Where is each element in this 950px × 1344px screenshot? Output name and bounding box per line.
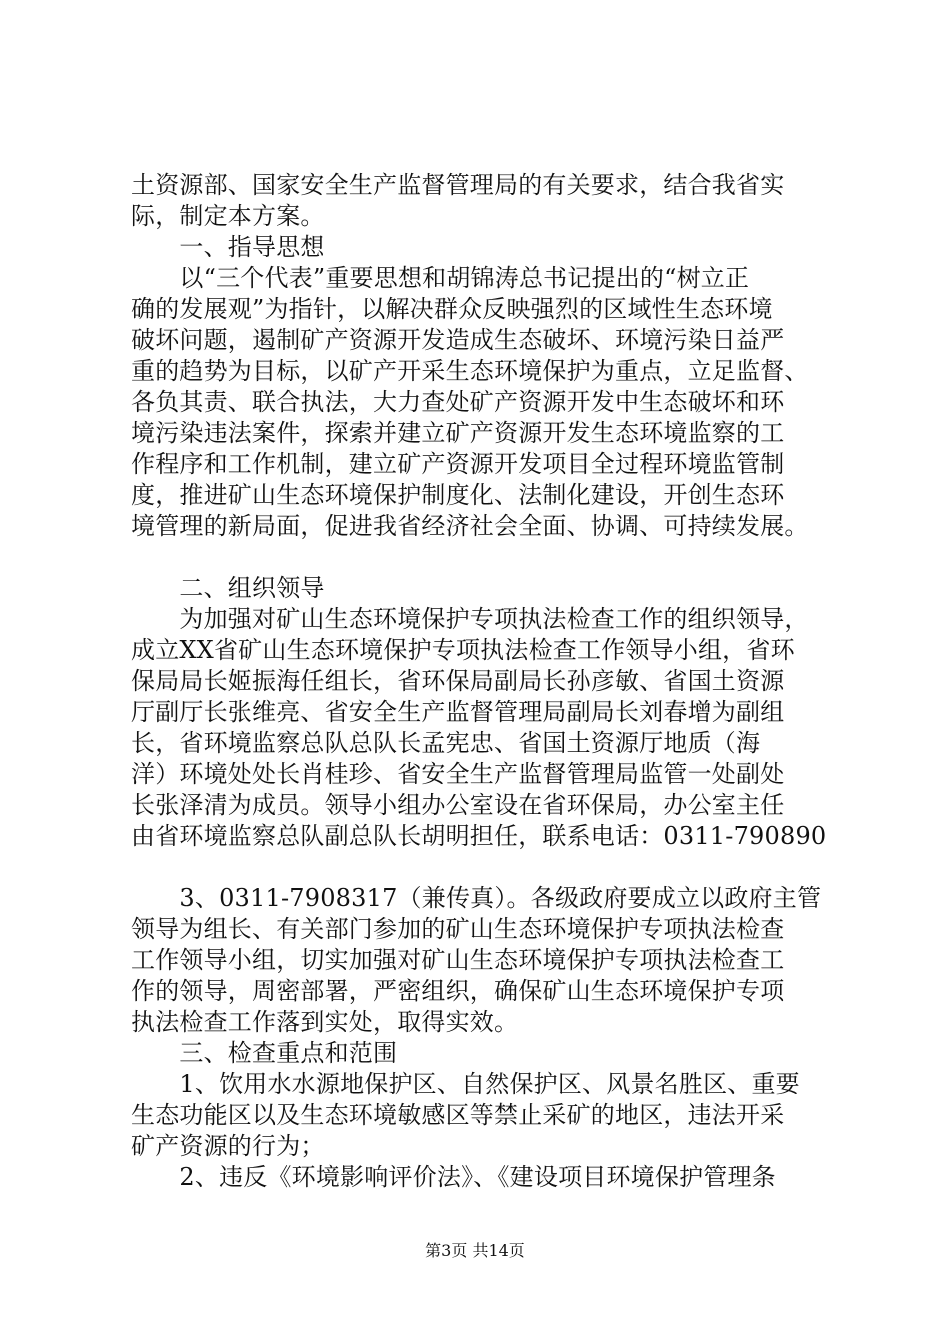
text-line: 成立XX省矿山生态环境保护专项执法检查工作领导小组，省环 (131, 636, 795, 664)
text-line: 2、违反《环境影响评价法》、《建设项目环境保护管理条 (131, 1163, 776, 1191)
text-line: 作的领导，周密部署，严密组织，确保矿山生态环境保护专项 (131, 977, 785, 1005)
text-line: 长，省环境监察总队总队长孟宪忠、省国土资源厅地质（海 (131, 729, 761, 757)
text-line: 破坏问题，遏制矿产资源开发造成生态破坏、环境污染日益严 (131, 326, 785, 354)
text-line: 生态功能区以及生态环境敏感区等禁止采矿的地区，违法开采 (131, 1101, 785, 1129)
text-line: 领导为组长、有关部门参加的矿山生态环境保护专项执法检查 (131, 915, 785, 943)
text-line: 1、饮用水水源地保护区、自然保护区、风景名胜区、重要 (131, 1070, 800, 1098)
text-line: 厅副厅长张维亮、省安全生产监督管理局副局长刘春增为副组 (131, 698, 785, 726)
blank-line (131, 852, 831, 883)
section-heading: 一、指导思想 (131, 233, 325, 261)
text-line: 土资源部、国家安全生产监督管理局的有关要求，结合我省实 (131, 171, 785, 199)
text-line: 为加强对矿山生态环境保护专项执法检查工作的组织领导， (131, 605, 809, 633)
text-line: 度，推进矿山生态环境保护制度化、法制化建设，开创生态环 (131, 481, 785, 509)
text-line: 境管理的新局面，促进我省经济社会全面、协调、可持续发展。 (131, 512, 809, 540)
text-line: 矿产资源的行为； (131, 1132, 325, 1160)
page-footer: 第3页 共14页 (425, 1241, 525, 1260)
text-line: 工作领导小组，切实加强对矿山生态环境保护专项执法检查工 (131, 946, 785, 974)
document-body (131, 170, 831, 1193)
text-line: 保局局长姬振海任组长，省环保局副局长孙彦敏、省国土资源 (131, 667, 785, 695)
text-line: 洋）环境处处长肖桂珍、省安全生产监督管理局监管一处副处 (131, 760, 785, 788)
text-line: 重的趋势为目标，以矿产开采生态环境保护为重点，立足监督、 (131, 357, 809, 385)
section-heading: 二、组织领导 (131, 574, 325, 602)
text-line: 长张泽清为成员。领导小组办公室设在省环保局，办公室主任 (131, 791, 785, 819)
text-line: 3、0311-7908317（兼传真）。各级政府要成立以政府主管 (131, 884, 822, 912)
text-line: 执法检查工作落到实处，取得实效。 (131, 1008, 519, 1036)
blank-line (131, 542, 831, 573)
text-line: 各负其责、联合执法，大力查处矿产资源开发中生态破坏和环 (131, 388, 785, 416)
section-heading: 三、检查重点和范围 (131, 1039, 398, 1067)
text-line: 境污染违法案件，探索并建立矿产资源开发生态环境监察的工 (131, 419, 785, 447)
text-line: 作程序和工作机制，建立矿产资源开发项目全过程环境监管制 (131, 450, 785, 478)
text-line: 际，制定本方案。 (131, 202, 325, 230)
text-line: 由省环境监察总队副总队长胡明担任，联系电话：0311-790890 (131, 822, 827, 850)
text-line: 以“三个代表”重要思想和胡锦涛总书记提出的“树立正 (131, 264, 750, 292)
text-line: 确的发展观”为指针，以解决群众反映强烈的区域性生态环境 (131, 295, 773, 323)
